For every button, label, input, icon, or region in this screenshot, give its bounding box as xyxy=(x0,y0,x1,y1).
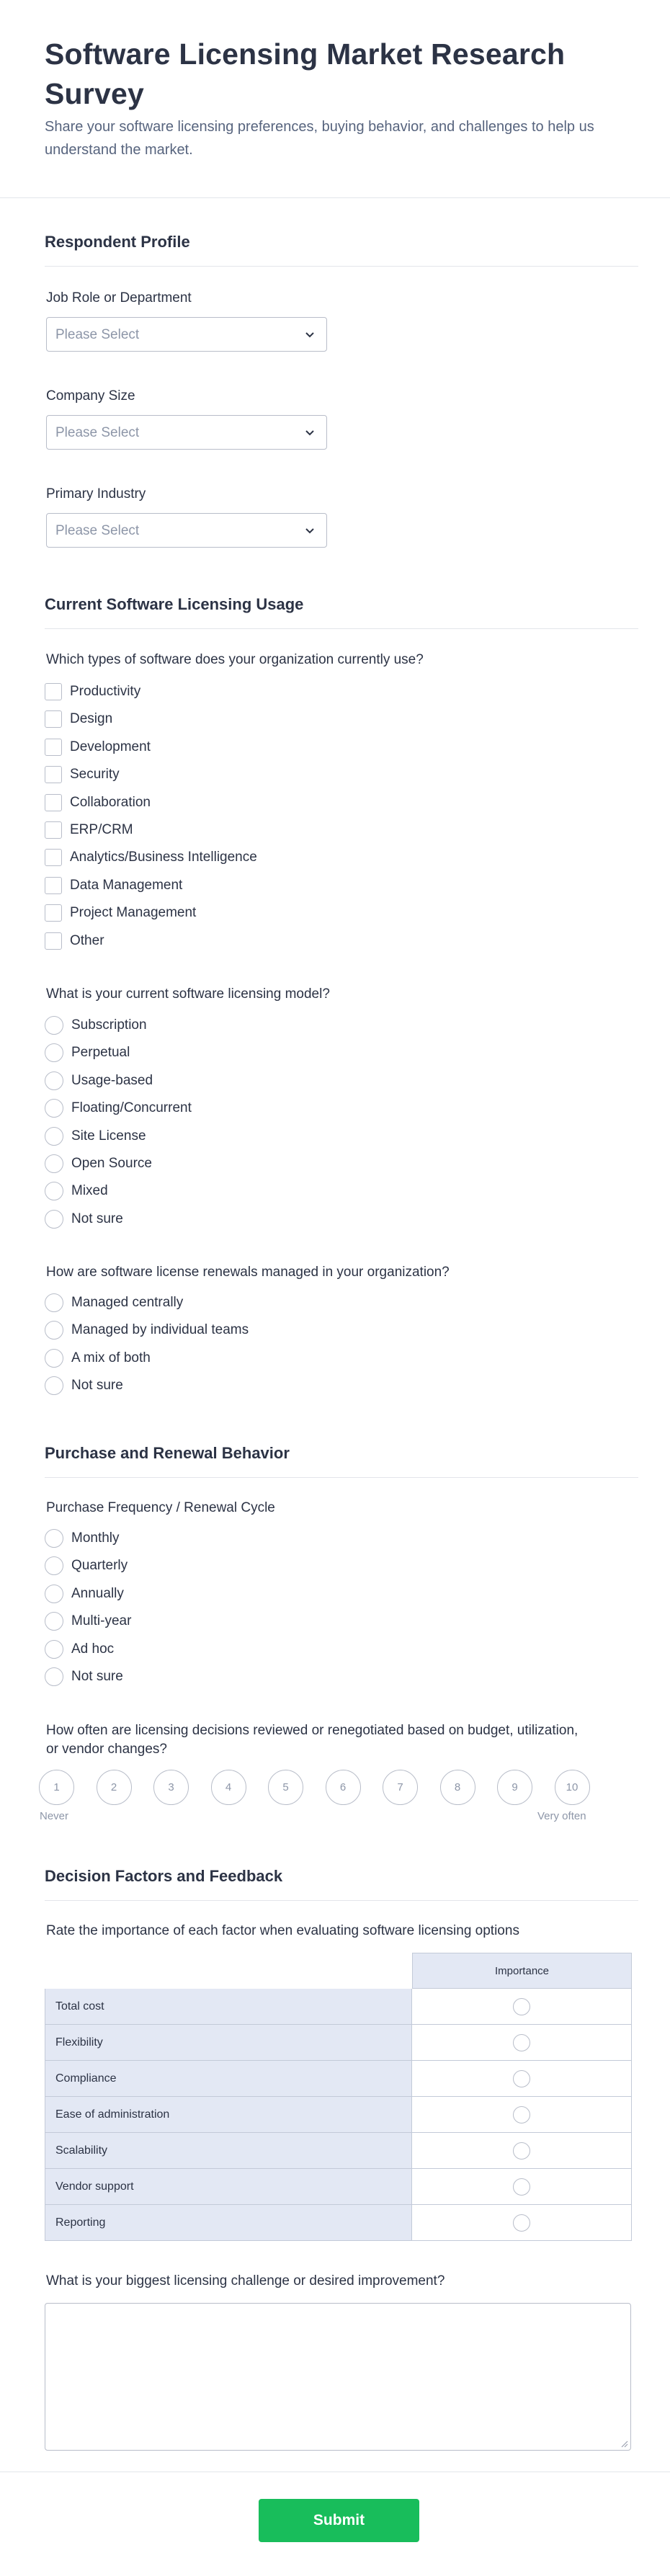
radio-button[interactable] xyxy=(45,1127,63,1146)
importance-matrix xyxy=(45,1953,632,2241)
radio-button[interactable] xyxy=(513,1998,530,2015)
job-role-field xyxy=(46,289,327,352)
matrix-row-label: Compliance xyxy=(45,2061,412,2097)
section-title-profile: Respondent Profile xyxy=(45,233,190,251)
frequency-option-label: Not sure xyxy=(71,1669,123,1684)
radio-button[interactable] xyxy=(45,1640,63,1659)
matrix-cell xyxy=(412,2169,632,2205)
radio-button[interactable] xyxy=(45,1321,63,1340)
radio-button[interactable] xyxy=(45,1293,63,1312)
challenge-question: What is your biggest licensing challenge or desired improvement? xyxy=(46,2273,445,2288)
checkbox[interactable] xyxy=(45,710,62,728)
resize-handle-icon[interactable] xyxy=(620,2439,628,2448)
software-type-option-label: Data Management xyxy=(70,877,183,893)
software-type-option[interactable] xyxy=(45,931,104,951)
section-purchase-behavior xyxy=(45,1443,638,1478)
scale-max-label: Very often xyxy=(537,1810,586,1822)
section-title-purchase: Purchase and Renewal Behavior xyxy=(45,1444,290,1462)
licensing-model-option-label: Perpetual xyxy=(71,1045,130,1061)
form-footer xyxy=(0,2472,670,2576)
software-type-option-label: ERP/CRM xyxy=(70,822,133,837)
matrix-cell xyxy=(412,2025,632,2061)
frequency-option[interactable] xyxy=(45,1584,124,1604)
licensing-model-option-label: Mixed xyxy=(71,1183,108,1199)
software-type-option[interactable] xyxy=(45,903,196,923)
frequency-question: Purchase Frequency / Renewal Cycle xyxy=(46,1500,275,1515)
chevron-down-icon xyxy=(303,426,316,439)
scale-min-label: Never xyxy=(40,1810,69,1822)
radio-button[interactable] xyxy=(45,1349,63,1368)
chevron-down-icon xyxy=(303,328,316,341)
radio-button[interactable] xyxy=(513,2142,530,2160)
checkbox[interactable] xyxy=(45,932,62,950)
matrix-header-row xyxy=(45,1953,632,1989)
renewal-option-label: A mix of both xyxy=(71,1350,151,1365)
renewal-option-label: Managed by individual teams xyxy=(71,1322,249,1338)
matrix-row-label: Vendor support xyxy=(45,2169,412,2205)
renewal-option-label: Not sure xyxy=(71,1378,123,1394)
frequency-option-label: Multi-year xyxy=(71,1613,132,1629)
job-role-label: Job Role or Department xyxy=(46,290,192,306)
matrix-row-label: Scalability xyxy=(45,2133,412,2169)
matrix-row xyxy=(45,1989,632,2025)
renewal-option-label: Managed centrally xyxy=(71,1295,184,1310)
radio-button[interactable] xyxy=(45,1529,63,1548)
radio-button[interactable] xyxy=(513,2034,530,2051)
radio-button[interactable] xyxy=(45,1376,63,1395)
scale-option[interactable]: 1 xyxy=(39,1770,74,1805)
software-type-option-label: Other xyxy=(70,932,104,948)
checkbox[interactable] xyxy=(45,849,62,866)
software-type-option[interactable] xyxy=(45,737,151,757)
company-size-field xyxy=(46,387,327,450)
radio-button[interactable] xyxy=(45,1099,63,1118)
matrix-cell xyxy=(412,2133,632,2169)
frequency-option[interactable] xyxy=(45,1667,123,1687)
software-type-option-label: Development xyxy=(70,739,151,754)
review-scale-question: How often are licensing decisions reviewed or renegotiated based on budget, utilization, or vendor changes? xyxy=(46,1723,579,1757)
matrix-row xyxy=(45,2097,632,2133)
matrix-row-label: Ease of administration xyxy=(45,2097,412,2133)
software-type-option[interactable] xyxy=(45,682,140,702)
matrix-cell xyxy=(412,2061,632,2097)
frequency-option[interactable] xyxy=(45,1639,114,1659)
software-type-option-label: Productivity xyxy=(70,684,141,699)
job-role-placeholder: Please Select xyxy=(55,327,140,342)
section-respondent-profile xyxy=(45,232,638,267)
frequency-option[interactable] xyxy=(45,1556,128,1576)
scale-option[interactable]: 10 xyxy=(555,1770,590,1805)
radio-button[interactable] xyxy=(45,1154,63,1173)
licensing-model-question: What is your current software licensing model? xyxy=(46,986,330,1002)
licensing-model-option-label: Site License xyxy=(71,1128,146,1144)
scale-option[interactable]: 9 xyxy=(497,1770,532,1805)
radio-button[interactable] xyxy=(513,2178,530,2196)
section-licensing-usage xyxy=(45,594,638,629)
frequency-option-label: Quarterly xyxy=(71,1558,128,1574)
scale-option[interactable]: 2 xyxy=(97,1770,132,1805)
checkbox[interactable] xyxy=(45,683,62,700)
radio-button[interactable] xyxy=(45,1612,63,1631)
form-header xyxy=(0,0,670,198)
licensing-model-option[interactable] xyxy=(45,1181,108,1201)
frequency-option[interactable] xyxy=(45,1528,120,1548)
radio-button[interactable] xyxy=(45,1043,63,1062)
software-type-option[interactable] xyxy=(45,765,120,785)
checkbox[interactable] xyxy=(45,877,62,894)
industry-label: Primary Industry xyxy=(46,486,146,502)
frequency-option[interactable] xyxy=(45,1611,131,1631)
checkbox[interactable] xyxy=(45,794,62,811)
software-types-question: Which types of software does your organization currently use? xyxy=(46,652,424,667)
licensing-model-option[interactable] xyxy=(45,1043,130,1063)
scale-option[interactable]: 6 xyxy=(326,1770,361,1805)
software-type-option-label: Security xyxy=(70,767,120,783)
scale-option[interactable]: 7 xyxy=(383,1770,418,1805)
software-type-option-label: Collaboration xyxy=(70,794,151,810)
licensing-model-option[interactable] xyxy=(45,1209,123,1229)
form-title: Software Licensing Market Research Survey xyxy=(45,37,566,110)
licensing-model-option-label: Not sure xyxy=(71,1211,123,1226)
software-type-option-label: Project Management xyxy=(70,905,197,921)
company-size-placeholder: Please Select xyxy=(55,425,140,440)
radio-button[interactable] xyxy=(45,1667,63,1686)
matrix-cell xyxy=(412,2097,632,2133)
licensing-model-option-label: Subscription xyxy=(71,1017,147,1033)
company-size-label: Company Size xyxy=(46,388,135,404)
renewal-option[interactable] xyxy=(45,1320,249,1340)
radio-button[interactable] xyxy=(45,1210,63,1229)
matrix-row xyxy=(45,2025,632,2061)
checkbox[interactable] xyxy=(45,904,62,922)
licensing-model-option-label: Open Source xyxy=(71,1156,152,1171)
matrix-row-label: Total cost xyxy=(45,1989,412,2025)
chevron-down-icon xyxy=(303,524,316,537)
industry-field xyxy=(46,485,327,548)
form-subtitle: Share your software licensing preferences, buying behavior, and challenges to help us understand the market. xyxy=(45,119,594,158)
checkbox[interactable] xyxy=(45,766,62,783)
checkbox[interactable] xyxy=(45,739,62,756)
licensing-model-option-label: Usage-based xyxy=(71,1072,153,1088)
matrix-row xyxy=(45,2133,632,2169)
matrix-row xyxy=(45,2169,632,2205)
licensing-model-option[interactable] xyxy=(45,1098,192,1118)
matrix-row-label: Flexibility xyxy=(45,2025,412,2061)
renewal-option[interactable] xyxy=(45,1348,151,1368)
scale-option[interactable]: 4 xyxy=(211,1770,246,1805)
frequency-option-label: Ad hoc xyxy=(71,1641,115,1657)
radio-button[interactable] xyxy=(513,2214,530,2232)
matrix-row xyxy=(45,2205,632,2241)
software-type-option-label: Analytics/Business Intelligence xyxy=(70,850,257,865)
radio-button[interactable] xyxy=(45,1556,63,1575)
radio-button[interactable] xyxy=(513,2070,530,2087)
software-type-option[interactable] xyxy=(45,793,151,813)
radio-button[interactable] xyxy=(45,1071,63,1090)
industry-placeholder: Please Select xyxy=(55,523,140,538)
matrix-row-label: Reporting xyxy=(45,2205,412,2241)
scale-option[interactable]: 3 xyxy=(153,1770,189,1805)
matrix-column-importance: Importance xyxy=(412,1953,632,1989)
checkbox[interactable] xyxy=(45,821,62,839)
licensing-model-option[interactable] xyxy=(45,1126,146,1146)
licensing-model-option-label: Floating/Concurrent xyxy=(71,1100,192,1116)
scale-option[interactable]: 8 xyxy=(440,1770,475,1805)
scale-option[interactable]: 5 xyxy=(268,1770,303,1805)
job-role-select[interactable] xyxy=(46,317,327,352)
licensing-model-option[interactable] xyxy=(45,1154,152,1174)
radio-button[interactable] xyxy=(45,1016,63,1035)
licensing-model-option[interactable] xyxy=(45,1015,147,1035)
renewals-question: How are software license renewals managed in your organization? xyxy=(46,1265,450,1280)
software-type-option[interactable] xyxy=(45,875,182,896)
renewal-option[interactable] xyxy=(45,1293,183,1313)
matrix-question: Rate the importance of each factor when evaluating software licensing options xyxy=(46,1923,519,1938)
licensing-model-option[interactable] xyxy=(45,1071,153,1091)
software-type-option-label: Design xyxy=(70,711,113,727)
section-decision-factors xyxy=(45,1866,638,1901)
radio-button[interactable] xyxy=(45,1182,63,1200)
radio-button[interactable] xyxy=(513,2106,530,2123)
frequency-option-label: Annually xyxy=(71,1585,124,1601)
renewal-option[interactable] xyxy=(45,1376,123,1396)
matrix-row xyxy=(45,2061,632,2097)
company-size-select[interactable] xyxy=(46,415,327,450)
challenge-textarea[interactable] xyxy=(45,2303,631,2451)
submit-button[interactable]: Submit xyxy=(259,2499,419,2542)
software-type-option[interactable] xyxy=(45,847,257,868)
frequency-option-label: Monthly xyxy=(71,1530,120,1546)
section-title-usage: Current Software Licensing Usage xyxy=(45,595,304,613)
section-title-decision: Decision Factors and Feedback xyxy=(45,1867,283,1885)
matrix-cell xyxy=(412,1989,632,2025)
radio-button[interactable] xyxy=(45,1585,63,1603)
industry-select[interactable] xyxy=(46,513,327,548)
software-type-option[interactable] xyxy=(45,820,133,840)
matrix-cell xyxy=(412,2205,632,2241)
software-type-option[interactable] xyxy=(45,709,112,729)
